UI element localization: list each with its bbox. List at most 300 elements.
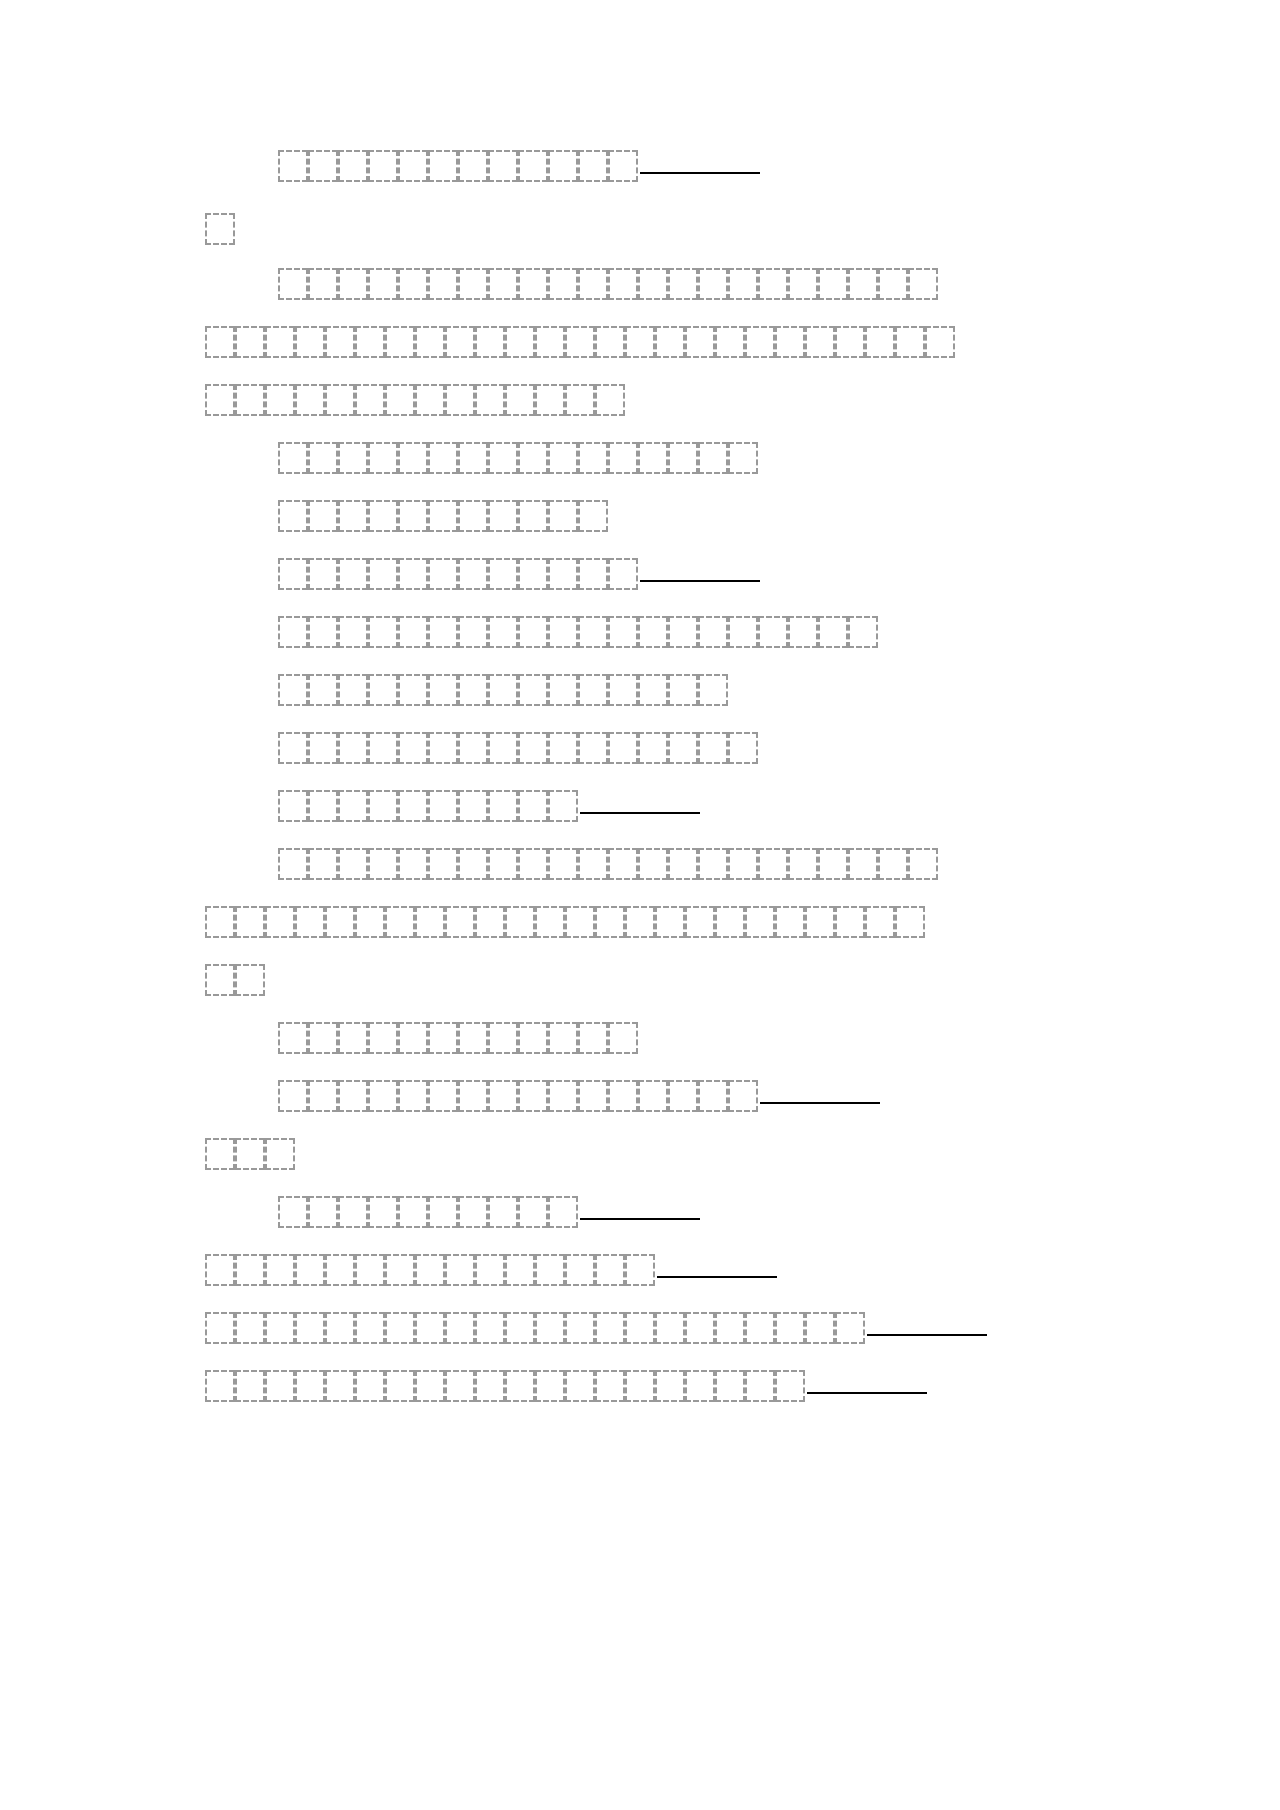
char-placeholder (715, 906, 745, 938)
char-placeholder (488, 268, 518, 300)
char-placeholder (775, 1370, 805, 1402)
char-placeholder (428, 500, 458, 532)
char-placeholder (505, 1312, 535, 1344)
char-placeholder (398, 558, 428, 590)
char-placeholder (278, 268, 308, 300)
char-placeholder (668, 268, 698, 300)
char-placeholder (295, 1370, 325, 1402)
char-placeholder (265, 1312, 295, 1344)
line-l21 (205, 1302, 1105, 1348)
char-placeholder (205, 1254, 235, 1286)
char-placeholder (655, 1370, 685, 1402)
char-placeholder (865, 906, 895, 938)
char-placeholder (878, 268, 908, 300)
char-placeholder (608, 442, 638, 474)
char-placeholder (595, 1312, 625, 1344)
char-placeholder (385, 1254, 415, 1286)
char-placeholder (235, 384, 265, 416)
char-placeholder (565, 1254, 595, 1286)
char-placeholder (595, 326, 625, 358)
char-placeholder (488, 1022, 518, 1054)
char-placeholder (715, 326, 745, 358)
char-placeholder (535, 906, 565, 938)
fill-in-blank (657, 1244, 777, 1278)
line-l14 (205, 896, 1105, 942)
char-placeholder (368, 732, 398, 764)
char-placeholder (278, 674, 308, 706)
char-placeholder (385, 384, 415, 416)
char-placeholder (428, 1022, 458, 1054)
char-placeholder (458, 442, 488, 474)
char-placeholder (398, 268, 428, 300)
char-placeholder (338, 268, 368, 300)
char-placeholder (518, 674, 548, 706)
char-placeholder (565, 906, 595, 938)
char-placeholder (548, 732, 578, 764)
char-placeholder (398, 790, 428, 822)
char-placeholder (475, 1312, 505, 1344)
char-placeholder (278, 616, 308, 648)
char-placeholder (265, 1370, 295, 1402)
char-placeholder (625, 1254, 655, 1286)
char-placeholder (578, 500, 608, 532)
char-placeholder (338, 1196, 368, 1228)
char-placeholder (698, 268, 728, 300)
char-placeholder (608, 1080, 638, 1112)
char-placeholder (535, 384, 565, 416)
line-l6 (278, 432, 1178, 478)
char-placeholder (428, 442, 458, 474)
char-placeholder (368, 558, 398, 590)
char-placeholder (295, 906, 325, 938)
char-placeholder (488, 558, 518, 590)
char-placeholder (685, 1312, 715, 1344)
char-placeholder (428, 674, 458, 706)
char-placeholder (368, 790, 398, 822)
line-l22 (205, 1360, 1105, 1406)
char-placeholder (535, 1312, 565, 1344)
char-placeholder (625, 1312, 655, 1344)
char-placeholder (205, 213, 235, 245)
char-placeholder (668, 674, 698, 706)
char-placeholder (745, 1370, 775, 1402)
char-placeholder (475, 1370, 505, 1402)
char-placeholder (488, 1080, 518, 1112)
char-placeholder (458, 558, 488, 590)
char-placeholder (655, 1312, 685, 1344)
char-placeholder (428, 616, 458, 648)
char-placeholder (355, 1370, 385, 1402)
char-placeholder (548, 1196, 578, 1228)
char-placeholder (308, 674, 338, 706)
line-l8 (278, 548, 1178, 594)
char-placeholder (398, 1196, 428, 1228)
char-placeholder (428, 848, 458, 880)
char-placeholder (895, 326, 925, 358)
line-l7 (278, 490, 1178, 536)
char-placeholder (278, 1080, 308, 1112)
line-l10 (278, 664, 1178, 710)
char-placeholder (428, 150, 458, 182)
char-placeholder (835, 326, 865, 358)
char-placeholder (368, 674, 398, 706)
char-placeholder (638, 268, 668, 300)
char-placeholder (698, 674, 728, 706)
char-placeholder (818, 848, 848, 880)
char-placeholder (625, 906, 655, 938)
line-l11 (278, 722, 1178, 768)
char-placeholder (338, 674, 368, 706)
char-placeholder (338, 616, 368, 648)
char-placeholder (608, 674, 638, 706)
char-placeholder (325, 906, 355, 938)
char-placeholder (205, 1138, 235, 1170)
char-placeholder (775, 326, 805, 358)
char-placeholder (475, 326, 505, 358)
char-placeholder (608, 616, 638, 648)
char-placeholder (428, 1080, 458, 1112)
char-placeholder (578, 150, 608, 182)
char-placeholder (668, 616, 698, 648)
char-placeholder (518, 732, 548, 764)
char-placeholder (488, 790, 518, 822)
char-placeholder (518, 790, 548, 822)
char-placeholder (608, 732, 638, 764)
char-placeholder (668, 848, 698, 880)
char-placeholder (355, 906, 385, 938)
line-l16 (278, 1012, 1178, 1058)
char-placeholder (805, 326, 835, 358)
char-placeholder (445, 384, 475, 416)
char-placeholder (338, 848, 368, 880)
char-placeholder (368, 616, 398, 648)
char-placeholder (578, 1022, 608, 1054)
char-placeholder (338, 732, 368, 764)
char-placeholder (638, 1080, 668, 1112)
char-placeholder (308, 616, 338, 648)
char-placeholder (518, 848, 548, 880)
char-placeholder (338, 790, 368, 822)
char-placeholder (325, 326, 355, 358)
char-placeholder (355, 384, 385, 416)
char-placeholder (278, 442, 308, 474)
char-placeholder (548, 1080, 578, 1112)
line-l1 (278, 140, 1178, 186)
char-placeholder (205, 1312, 235, 1344)
char-placeholder (325, 384, 355, 416)
char-placeholder (908, 848, 938, 880)
char-placeholder (428, 558, 458, 590)
char-placeholder (308, 848, 338, 880)
fill-in-blank (867, 1302, 987, 1336)
char-placeholder (655, 326, 685, 358)
char-placeholder (458, 1022, 488, 1054)
char-placeholder (368, 500, 398, 532)
char-placeholder (565, 1370, 595, 1402)
char-placeholder (728, 268, 758, 300)
char-placeholder (698, 732, 728, 764)
line-l12 (278, 780, 1178, 826)
char-placeholder (698, 1080, 728, 1112)
char-placeholder (608, 848, 638, 880)
char-placeholder (578, 558, 608, 590)
char-placeholder (338, 1022, 368, 1054)
char-placeholder (548, 848, 578, 880)
char-placeholder (548, 790, 578, 822)
char-placeholder (488, 150, 518, 182)
char-placeholder (818, 616, 848, 648)
line-l18 (205, 1128, 1105, 1174)
char-placeholder (338, 558, 368, 590)
char-placeholder (625, 1370, 655, 1402)
char-placeholder (308, 1080, 338, 1112)
char-placeholder (518, 268, 548, 300)
char-placeholder (308, 732, 338, 764)
char-placeholder (265, 384, 295, 416)
char-placeholder (295, 1254, 325, 1286)
char-placeholder (518, 1022, 548, 1054)
char-placeholder (428, 732, 458, 764)
char-placeholder (278, 500, 308, 532)
char-placeholder (548, 1022, 578, 1054)
char-placeholder (715, 1312, 745, 1344)
char-placeholder (398, 674, 428, 706)
char-placeholder (235, 1312, 265, 1344)
char-placeholder (925, 326, 955, 358)
char-placeholder (398, 150, 428, 182)
char-placeholder (518, 500, 548, 532)
char-placeholder (458, 616, 488, 648)
char-placeholder (578, 442, 608, 474)
char-placeholder (458, 500, 488, 532)
char-placeholder (698, 442, 728, 474)
char-placeholder (308, 790, 338, 822)
char-placeholder (488, 442, 518, 474)
char-placeholder (235, 964, 265, 996)
char-placeholder (638, 674, 668, 706)
char-placeholder (295, 326, 325, 358)
char-placeholder (668, 1080, 698, 1112)
char-placeholder (878, 848, 908, 880)
char-placeholder (728, 1080, 758, 1112)
char-placeholder (295, 1312, 325, 1344)
char-placeholder (325, 1254, 355, 1286)
line-l20 (205, 1244, 1105, 1290)
char-placeholder (548, 442, 578, 474)
char-placeholder (488, 732, 518, 764)
char-placeholder (638, 732, 668, 764)
line-l5 (205, 374, 1105, 420)
char-placeholder (235, 326, 265, 358)
char-placeholder (368, 1080, 398, 1112)
char-placeholder (505, 1254, 535, 1286)
char-placeholder (338, 500, 368, 532)
char-placeholder (458, 150, 488, 182)
char-placeholder (458, 848, 488, 880)
char-placeholder (458, 732, 488, 764)
char-placeholder (518, 150, 548, 182)
line-l2 (205, 203, 1105, 249)
char-placeholder (685, 906, 715, 938)
char-placeholder (308, 442, 338, 474)
char-placeholder (595, 1254, 625, 1286)
char-placeholder (385, 326, 415, 358)
char-placeholder (758, 268, 788, 300)
char-placeholder (235, 1370, 265, 1402)
char-placeholder (205, 906, 235, 938)
char-placeholder (278, 1196, 308, 1228)
char-placeholder (278, 150, 308, 182)
char-placeholder (565, 384, 595, 416)
char-placeholder (475, 906, 505, 938)
char-placeholder (595, 1370, 625, 1402)
char-placeholder (578, 268, 608, 300)
char-placeholder (385, 1370, 415, 1402)
char-placeholder (548, 616, 578, 648)
char-placeholder (728, 732, 758, 764)
char-placeholder (398, 1080, 428, 1112)
char-placeholder (728, 616, 758, 648)
char-placeholder (445, 906, 475, 938)
char-placeholder (265, 1254, 295, 1286)
char-placeholder (398, 732, 428, 764)
char-placeholder (205, 964, 235, 996)
char-placeholder (415, 384, 445, 416)
line-l13 (278, 838, 1178, 884)
char-placeholder (338, 442, 368, 474)
char-placeholder (565, 1312, 595, 1344)
char-placeholder (265, 906, 295, 938)
char-placeholder (835, 906, 865, 938)
char-placeholder (608, 558, 638, 590)
char-placeholder (578, 732, 608, 764)
char-placeholder (338, 1080, 368, 1112)
char-placeholder (428, 1196, 458, 1228)
char-placeholder (505, 1370, 535, 1402)
char-placeholder (518, 1080, 548, 1112)
fill-in-blank (640, 140, 760, 174)
char-placeholder (668, 442, 698, 474)
char-placeholder (608, 150, 638, 182)
char-placeholder (398, 848, 428, 880)
char-placeholder (535, 1254, 565, 1286)
char-placeholder (325, 1370, 355, 1402)
char-placeholder (308, 1022, 338, 1054)
char-placeholder (895, 906, 925, 938)
char-placeholder (278, 1022, 308, 1054)
char-placeholder (578, 1080, 608, 1112)
char-placeholder (848, 268, 878, 300)
char-placeholder (805, 1312, 835, 1344)
char-placeholder (308, 268, 338, 300)
line-l19 (278, 1186, 1178, 1232)
fill-in-blank (580, 780, 700, 814)
char-placeholder (265, 1138, 295, 1170)
char-placeholder (638, 848, 668, 880)
char-placeholder (428, 268, 458, 300)
char-placeholder (518, 558, 548, 590)
char-placeholder (308, 500, 338, 532)
char-placeholder (445, 1370, 475, 1402)
char-placeholder (818, 268, 848, 300)
char-placeholder (775, 906, 805, 938)
char-placeholder (758, 848, 788, 880)
char-placeholder (295, 384, 325, 416)
char-placeholder (398, 616, 428, 648)
char-placeholder (758, 616, 788, 648)
char-placeholder (308, 558, 338, 590)
char-placeholder (488, 674, 518, 706)
char-placeholder (265, 326, 295, 358)
char-placeholder (488, 1196, 518, 1228)
char-placeholder (355, 1254, 385, 1286)
char-placeholder (835, 1312, 865, 1344)
char-placeholder (715, 1370, 745, 1402)
char-placeholder (325, 1312, 355, 1344)
char-placeholder (205, 384, 235, 416)
char-placeholder (595, 384, 625, 416)
char-placeholder (445, 1312, 475, 1344)
char-placeholder (355, 326, 385, 358)
char-placeholder (368, 1196, 398, 1228)
char-placeholder (355, 1312, 385, 1344)
char-placeholder (578, 616, 608, 648)
char-placeholder (505, 384, 535, 416)
char-placeholder (278, 732, 308, 764)
fill-in-blank (760, 1070, 880, 1104)
char-placeholder (698, 616, 728, 648)
char-placeholder (415, 906, 445, 938)
char-placeholder (565, 326, 595, 358)
char-placeholder (488, 848, 518, 880)
char-placeholder (308, 1196, 338, 1228)
char-placeholder (698, 848, 728, 880)
char-placeholder (385, 1312, 415, 1344)
char-placeholder (445, 1254, 475, 1286)
char-placeholder (475, 1254, 505, 1286)
char-placeholder (368, 150, 398, 182)
char-placeholder (595, 906, 625, 938)
char-placeholder (505, 326, 535, 358)
fill-in-blank (807, 1360, 927, 1394)
char-placeholder (278, 558, 308, 590)
char-placeholder (548, 558, 578, 590)
line-l9 (278, 606, 1178, 652)
char-placeholder (608, 1022, 638, 1054)
char-placeholder (458, 790, 488, 822)
char-placeholder (865, 326, 895, 358)
char-placeholder (488, 616, 518, 648)
char-placeholder (848, 848, 878, 880)
char-placeholder (278, 790, 308, 822)
char-placeholder (308, 150, 338, 182)
char-placeholder (668, 732, 698, 764)
char-placeholder (398, 1022, 428, 1054)
char-placeholder (548, 674, 578, 706)
char-placeholder (278, 848, 308, 880)
char-placeholder (638, 616, 668, 648)
line-l3 (278, 258, 1178, 304)
char-placeholder (848, 616, 878, 648)
char-placeholder (518, 616, 548, 648)
char-placeholder (235, 1138, 265, 1170)
char-placeholder (655, 906, 685, 938)
char-placeholder (788, 268, 818, 300)
char-placeholder (415, 1312, 445, 1344)
char-placeholder (368, 442, 398, 474)
char-placeholder (745, 1312, 775, 1344)
char-placeholder (745, 326, 775, 358)
